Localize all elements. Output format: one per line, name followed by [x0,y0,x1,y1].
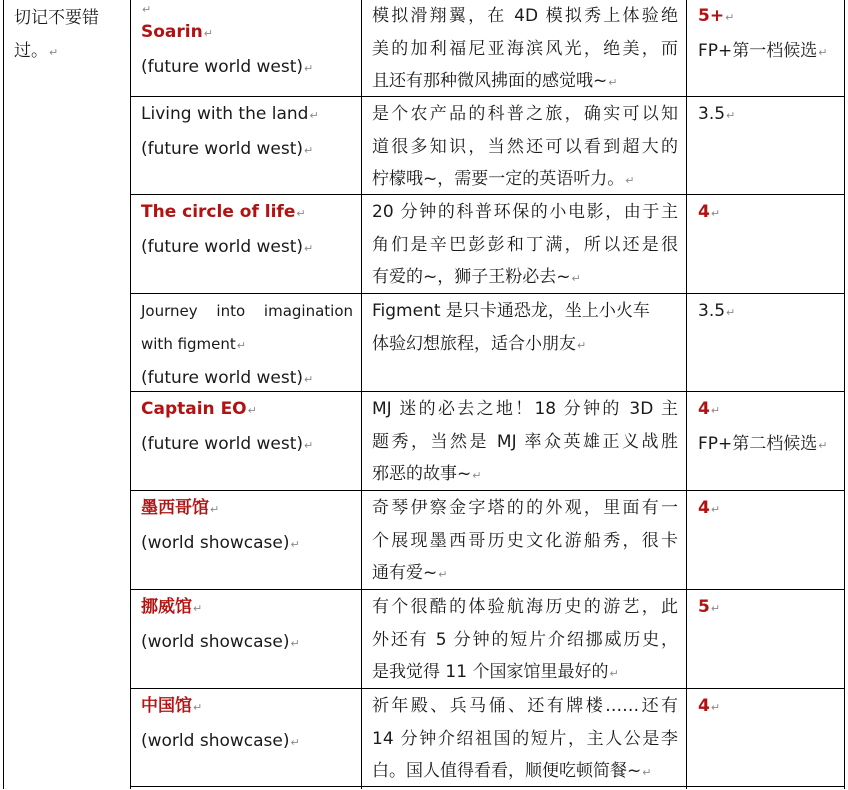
description-line: 体验幻想旅程，适合小朋友 [372,333,576,354]
description-line: Figment 是只卡通恐龙，坐上小火车 [372,301,650,321]
description-line: 20 分钟的科普环保的小电影，由于主 [372,202,678,222]
table-row: ↵ Soarin↵ (future world west)↵ [141,3,314,77]
description-line: MJ 迷的必去之地！18 分钟的 3D 主 [372,399,678,419]
score-value: 4 [698,202,710,222]
attraction-description: MJ 迷的必去之地！18 分钟的 3D 主 题秀，当然是 MJ 率众英雄正义战胜 邪恶的故事~↵ [372,393,678,493]
grid-line [844,0,845,789]
attraction-name: Captain EO [141,399,247,419]
description-line: 邪恶的故事~ [372,464,472,484]
description-line: 奇琴伊察金字塔的的外观，里面有一 [372,498,678,518]
attraction-name: The circle of life [141,202,296,222]
attraction-area: (future world west) [141,433,304,454]
attraction-score: 4↵ FP+第二档候选↵ [698,399,828,454]
description-line: 有个很酷的体验航海历史的游艺，此 [372,597,678,617]
description-line: 是个农产品的科普之旅，确实可以知 [372,104,678,124]
table-row: The circle of life↵ (future world west)↵ [141,202,314,257]
attraction-score: 5+↵ FP+第一档候选↵ [698,6,828,61]
attraction-area: (future world west) [141,138,304,159]
description-line: 白。国人值得看看，顺便吃顿简餐~ [372,761,642,781]
attraction-score: 3.5↵ [698,104,736,124]
grid-line [686,0,687,789]
score-value: 4 [698,498,710,518]
attraction-description: 祈年殿、兵马俑、还有牌楼……还有 14 分钟介绍祖国的短片，主人公是李 白。国人值得看看，顺便吃顿简餐~↵ [372,690,678,790]
attraction-score: 4↵ [698,498,721,518]
fastpass-note: FP+第二档候选 [698,433,818,454]
description-line: 且还有那种微风拂面的感觉哦~ [372,71,608,91]
left-note-line: 切记不要错 [14,8,99,28]
attraction-area: (world showcase) [141,631,290,652]
table-row: 中国馆↵ (world showcase)↵ [141,696,300,751]
table-row: 墨西哥馆↵ (world showcase)↵ [141,498,300,553]
attraction-name: Soarin [141,22,203,42]
score-value: 3.5 [698,301,726,321]
grid-line [3,0,4,789]
table-row: 挪威馆↵ (world showcase)↵ [141,597,300,652]
attraction-score: 4↵ [698,696,721,716]
attraction-description: 奇琴伊察金字塔的的外观，里面有一 个展现墨西哥历史文化游船秀，很卡 通有爱~↵ [372,492,678,592]
score-value: 4 [698,696,710,716]
description-line: 祈年殿、兵马俑、还有牌楼……还有 [372,696,678,716]
attraction-name: Living with the land [141,104,309,124]
description-line: 美的加利福尼亚海滨风光，绝美，而 [372,38,678,59]
table-row: Living with the land↵ (future world west)↵ [141,104,319,159]
grid-line [130,0,131,789]
attraction-description: 模拟滑翔翼，在 4D 模拟秀上体验绝 美的加利福尼亚海滨风光，绝美，而 且还有那种微风拂面的感觉哦~↵ [372,0,678,100]
attraction-name: 中国馆 [141,696,192,716]
attraction-area: (future world west) [141,56,304,77]
attraction-name: Journey into imagination [141,302,353,320]
attraction-description: 有个很酷的体验航海历史的游艺，此 外还有 5 分钟的短片介绍挪威历史， 是我觉得 11 个国家馆里最好的↵ [372,591,678,691]
attraction-name: with figment [141,334,236,353]
score-value: 5 [698,597,710,617]
attraction-name: 挪威馆 [141,597,192,617]
left-note-line: 过。 [14,40,48,61]
description-line: 个展现墨西哥历史文化游船秀，很卡 [372,530,678,551]
attraction-description: Figment 是只卡通恐龙，坐上小火车 体验幻想旅程，适合小朋友↵ [372,295,678,362]
table-row: Captain EO↵ (future world west)↵ [141,399,314,454]
description-line: 模拟滑翔翼，在 4D 模拟秀上体验绝 [372,6,678,26]
attraction-area: (world showcase) [141,730,290,751]
description-line: 角们是辛巴彭彭和丁满，所以还是很 [372,234,678,255]
fastpass-note: FP+第一档候选 [698,40,818,61]
score-value: 4 [698,399,710,419]
description-line: 道很多知识，当然还可以看到超大的 [372,136,678,157]
attraction-score: 5↵ [698,597,721,617]
attraction-name: 墨西哥馆 [141,498,209,518]
attraction-description: 是个农产品的科普之旅，确实可以知 道很多知识，当然还可以看到超大的 柠檬哦~，需要一定的英语听力。↵ [372,98,678,198]
description-line: 题秀，当然是 MJ 率众英雄正义战胜 [372,431,678,452]
description-line: 是我觉得 11 个国家馆里最好的 [372,662,609,682]
score-value: 3.5 [698,104,726,124]
attraction-area: (world showcase) [141,532,290,553]
grid-line [361,0,362,789]
table-row: Journey into imagination with figment↵ (future world west)↵ [141,295,353,397]
left-note: 切记不要错 过。↵ [14,8,99,61]
description-line: 柠檬哦~，需要一定的英语听力。 [372,169,625,189]
attraction-description: 20 分钟的科普环保的小电影，由于主 角们是辛巴彭彭和丁满，所以还是很 有爱的~，狮子王粉必去~↵ [372,196,678,296]
attraction-score: 3.5↵ [698,301,736,321]
attraction-score: 4↵ [698,202,721,222]
description-line: 14 分钟介绍祖国的短片，主人公是李 [372,728,678,749]
description-line: 有爱的~，狮子王粉必去~ [372,267,571,287]
description-line: 外还有 5 分钟的短片介绍挪威历史， [372,629,678,650]
description-line: 通有爱~ [372,563,438,583]
score-value: 5+ [698,6,725,26]
attraction-area: (future world west) [141,236,304,257]
attraction-area: (future world west) [141,368,304,388]
